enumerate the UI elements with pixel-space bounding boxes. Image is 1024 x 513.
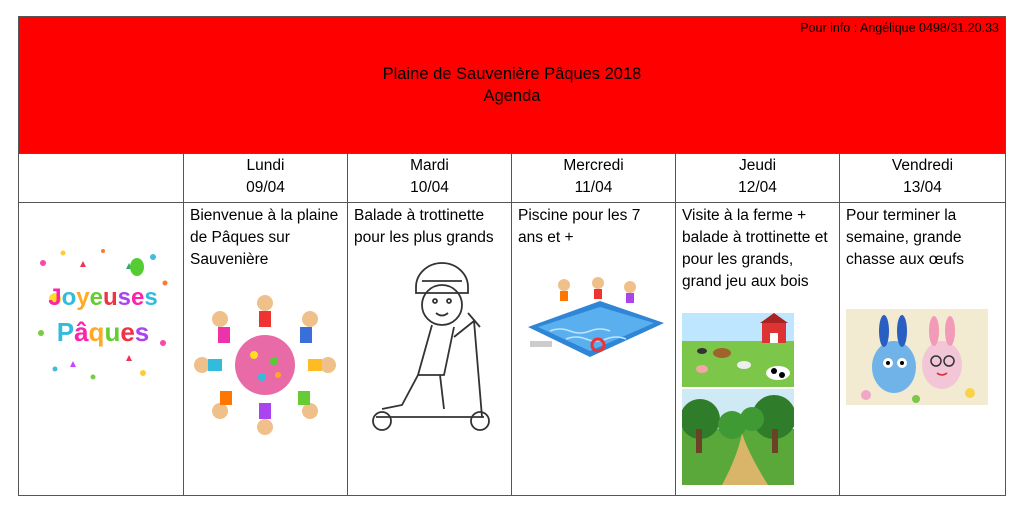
day-date: 09/04 <box>246 179 285 196</box>
activity-text: Pour terminer la semaine, grande chasse aux œufs <box>846 207 965 268</box>
day-header-wednesday <box>512 154 676 202</box>
day-header-monday <box>184 154 348 202</box>
day-header-friday <box>840 154 1005 202</box>
contact-info: Pour info : Angélique 0498/31.20.33 <box>800 21 999 35</box>
activity-cell-wednesday <box>512 203 676 495</box>
page-title <box>19 63 1005 107</box>
agenda-table <box>18 16 1006 496</box>
swimming-pool-illustration <box>520 271 668 367</box>
scooter-boy-illustration <box>356 257 504 437</box>
day-name: Jeudi <box>738 157 777 174</box>
easter-card-cell <box>19 203 184 495</box>
day-header-row <box>19 154 1005 203</box>
activity-cell-friday <box>840 203 1005 495</box>
card-line-1: Joyeuses <box>48 284 158 311</box>
day-header-tuesday <box>348 154 512 202</box>
day-date: 12/04 <box>738 179 777 196</box>
corner-cell <box>19 154 184 202</box>
day-name: Lundi <box>246 157 285 174</box>
easter-egg-bunnies-illustration <box>846 309 988 405</box>
title-line-2: Agenda <box>483 87 541 105</box>
activity-cell-thursday <box>676 203 840 495</box>
activity-text: Visite à la ferme + balade à trottinette et pour les grands, grand jeu aux bois <box>682 207 828 290</box>
confetti-icons <box>38 249 168 380</box>
title-line-1: Plaine de Sauvenière Pâques 2018 <box>382 65 642 83</box>
header-banner <box>19 17 1005 154</box>
activity-text: Bienvenue à la plaine de Pâques sur Sauvenière <box>190 207 339 268</box>
day-name: Mardi <box>410 157 449 174</box>
activity-row <box>19 203 1005 495</box>
farm-scene-illustration <box>682 313 794 387</box>
day-date: 10/04 <box>410 179 449 196</box>
day-name: Vendredi <box>891 157 954 174</box>
joyeuses-paques-illustration <box>33 243 173 383</box>
day-date: 11/04 <box>574 179 613 196</box>
activity-cell-tuesday <box>348 203 512 495</box>
egg-icon <box>130 258 144 276</box>
activity-text: Balade à trottinette pour les plus grands <box>354 207 494 246</box>
day-name: Mercredi <box>563 157 624 174</box>
day-date: 13/04 <box>903 179 942 196</box>
activity-text: Piscine pour les 7 ans et + <box>518 207 641 246</box>
children-circle-illustration <box>192 291 338 439</box>
card-line-2: Pâques <box>56 317 150 347</box>
forest-path-illustration <box>682 389 794 485</box>
day-header-thursday <box>676 154 840 202</box>
activity-cell-monday <box>184 203 348 495</box>
